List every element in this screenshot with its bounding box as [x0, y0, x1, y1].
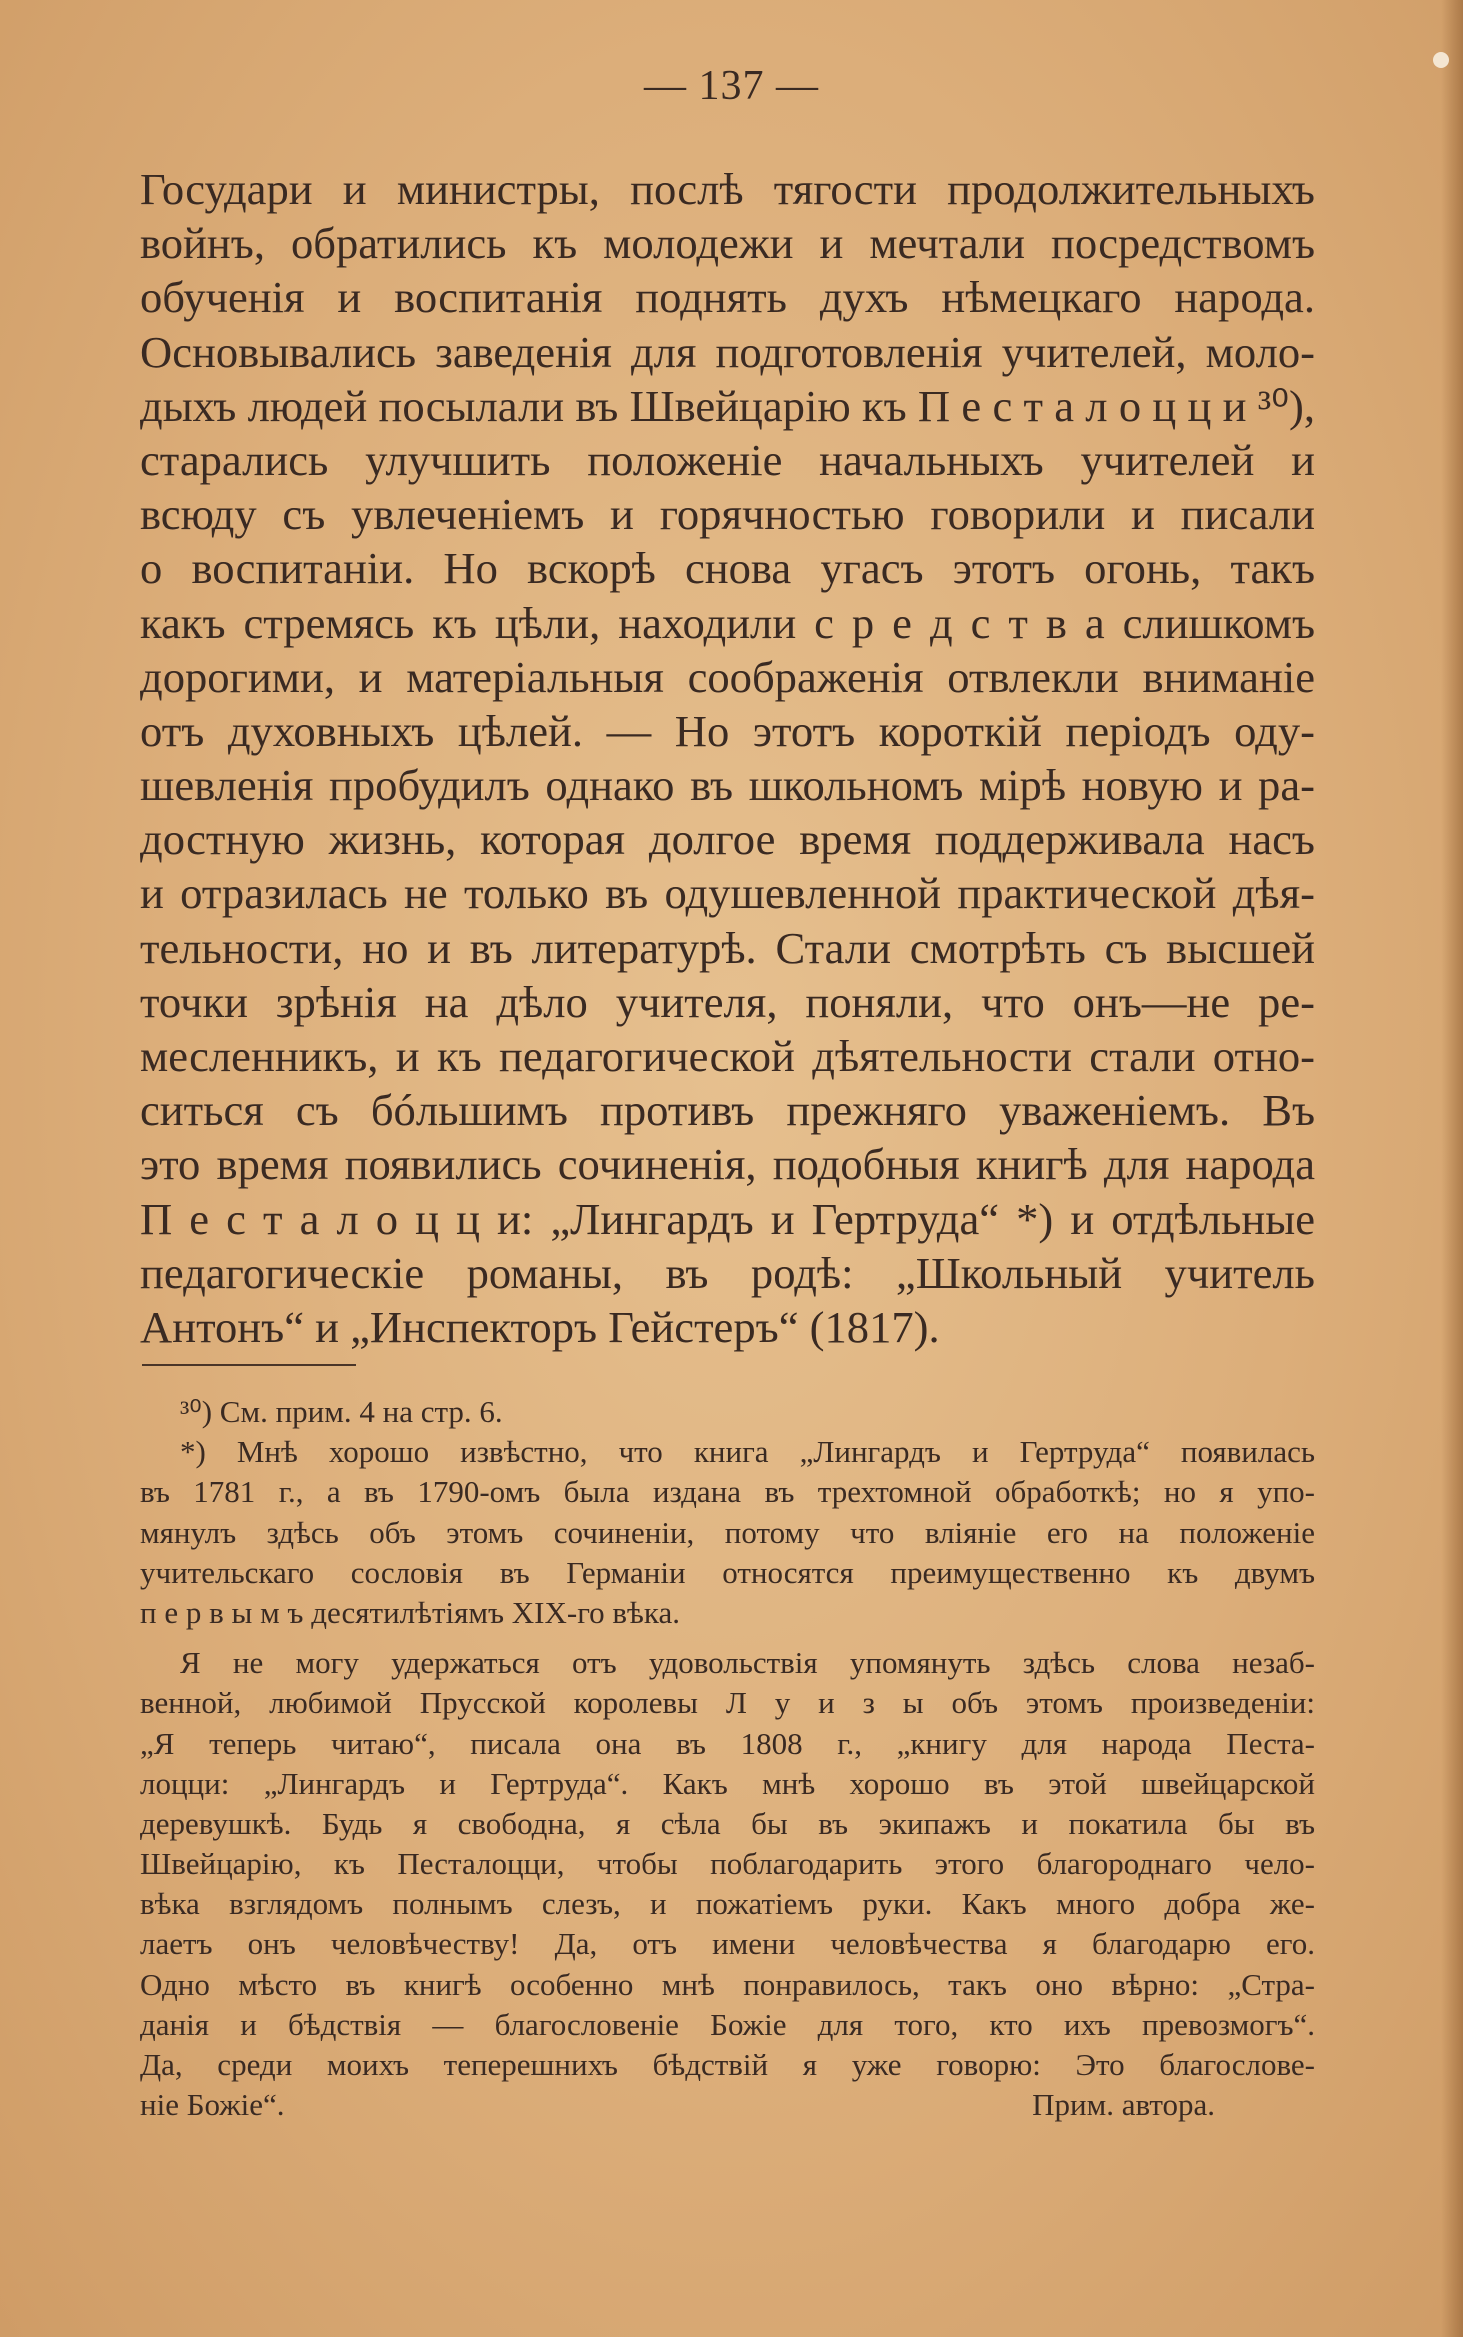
text-line: месленникъ, и къ педагогической дѣятельности стали отно- [140, 1031, 1315, 1081]
text-line: дорогими, и матеріальныя соображенія отвлекли вниманіе [140, 651, 1315, 702]
footnote-star-line: п е р в ы м ъ десятилѣтіямъ XIX-го вѣка. [140, 1594, 680, 1630]
text-line: тельности, но и въ литературѣ. Стали смотрѣть съ высшей [140, 922, 1315, 973]
text-line: отъ духовныхъ цѣлей. — Но этотъ короткій періодъ оду- [140, 705, 1315, 756]
text-line: Антонъ“ и „Инспекторъ Гейстеръ“ (1817). [140, 1301, 940, 1352]
footnote-30: ³⁰) См. прим. 4 на стр. 6. [180, 1394, 503, 1429]
quote-end-text: ніе Божіе“. [140, 2087, 285, 2123]
text-line: шевленія пробудилъ однако въ школьномъ мірѣ новую и ра- [140, 760, 1315, 811]
text-line: обученія и воспитанія поднять духъ нѣмецкаго народа. [140, 272, 1315, 323]
text-line: П е с т а л о ц ц и: „Лингардъ и Гертруда“ *) и отдѣльные [140, 1193, 1315, 1244]
quote-line: лаетъ онъ человѣчеству! Да, отъ имени человѣчества я благодарю его. [140, 1926, 1315, 1962]
text-line: это время появились сочиненія, подобныя книгѣ для народа [140, 1139, 1315, 1190]
text-line: достную жизнь, которая долгое время поддерживала насъ [140, 814, 1315, 865]
footnote-star-line: въ 1781 г., а въ 1790-омъ была издана въ трехтомной обработкѣ; но я упо- [140, 1474, 1315, 1510]
footnote-gap [140, 1633, 1315, 1643]
quote-line: вѣка взглядомъ полнымъ слезъ, и пожатіемъ руки. Какъ много добра же- [140, 1886, 1315, 1922]
quote-line: „Я теперь читаю“, писала она въ 1808 г., „книгу для народа Песта- [140, 1725, 1315, 1761]
text-line: Государи и министры, послѣ тягости продолжительныхъ [140, 164, 1315, 214]
text-line: какъ стремясь къ цѣли, находили с р е д с т в а слишкомъ [140, 597, 1315, 648]
quote-line: Одно мѣсто въ книгѣ особенно мнѣ понравилось, такъ оно вѣрно: „Стра- [140, 1966, 1315, 2002]
page-number: — 137 — [644, 63, 819, 109]
author-note-signature: Прим. автора. [1032, 2087, 1215, 2123]
text-line: ситься съ бóльшимъ противъ прежняго уваженіемъ. Въ [140, 1085, 1315, 1136]
footnotes [140, 1392, 1315, 2125]
quote-line: Я не могу удержаться отъ удовольствія упомянуть здѣсь слова незаб- [180, 1645, 1315, 1681]
quote-line: лоцци: „Лингардъ и Гертруда“. Какъ мнѣ хорошо въ этой швейцарской [140, 1765, 1315, 1801]
text-line: Основывались заведенія для подготовленія учителей, моло- [140, 326, 1315, 377]
quote-line: деревушкѣ. Будь я свободна, я сѣла бы въ экипажъ и покатила бы въ [140, 1805, 1315, 1841]
quote-final-line [140, 2085, 1315, 2125]
text-line: точки зрѣнія на дѣло учителя, поняли, что онъ—не ре- [140, 976, 1315, 1027]
footnote-star-line: *) Мнѣ хорошо извѣстно, что книга „Лингардъ и Гертруда“ появилась [180, 1434, 1315, 1470]
footnote-star-line: учительскаго сословія въ Германіи относятся преимущественно къ двумъ [140, 1554, 1315, 1590]
text-line: всюду съ увлеченіемъ и горячностью говорили и писали [140, 489, 1315, 540]
text-line: и отразилась не только въ одушевленной практической дѣя- [140, 868, 1315, 919]
text-line: старались улучшить положеніе начальныхъ учителей и [140, 434, 1315, 485]
quote-line: Да, среди моихъ теперешнихъ бѣдствій я уже говорю: Это благослове- [140, 2047, 1315, 2082]
footnote-star-line: мянулъ здѣсь объ этомъ сочиненіи, потому что вліяніе его на положеніе [140, 1514, 1315, 1550]
text-line: войнъ, обратились къ молодежи и мечтали посредствомъ [140, 218, 1315, 269]
footnote-divider [142, 1364, 356, 1366]
text-line: педагогическіе романы, въ родѣ: „Школьный учитель [140, 1247, 1315, 1298]
page-edge-shadow [1441, 0, 1463, 2337]
main-paragraph [140, 162, 1315, 1354]
text-line: о воспитаніи. Но вскорѣ снова угасъ этотъ огонь, такъ [140, 543, 1315, 594]
quote-line: венной, любимой Прусской королевы Л у и з ы объ этомъ произведеніи: [140, 1685, 1315, 1721]
text-line: дыхъ людей посылали въ Швейцарію къ П е с т а л о ц ц и ³⁰), [140, 380, 1315, 431]
quote-line: данія и бѣдствія — благословеніе Божіе для того, кто ихъ превозмогъ“. [140, 2006, 1315, 2042]
quote-line: Швейцарію, къ Песталоцци, чтобы поблагодарить этого благороднаго чело- [140, 1846, 1315, 1882]
